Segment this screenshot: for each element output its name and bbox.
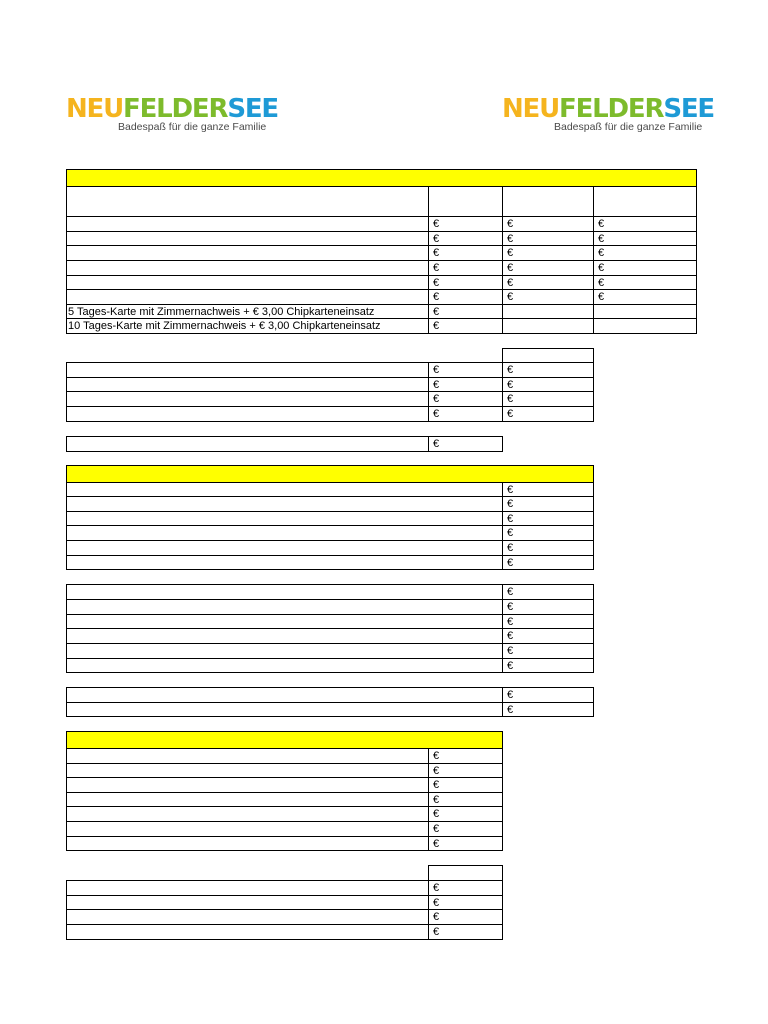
- table8-header-cell: [428, 865, 503, 881]
- euro-sign: €: [433, 277, 440, 289]
- logo-part-neu: NEU: [66, 94, 124, 124]
- euro-sign: €: [507, 542, 514, 554]
- logo-left: [66, 96, 278, 133]
- logo-part-neu: NEU: [502, 94, 560, 124]
- euro-sign: €: [433, 911, 440, 923]
- logo-part-felder: FELDER: [123, 94, 228, 124]
- euro-sign: €: [507, 393, 514, 405]
- euro-sign: €: [507, 218, 514, 230]
- euro-sign: €: [433, 823, 440, 835]
- euro-sign: €: [433, 262, 440, 274]
- euro-sign: €: [507, 513, 514, 525]
- euro-sign: €: [507, 645, 514, 657]
- euro-sign: €: [507, 247, 514, 259]
- euro-sign: €: [433, 379, 440, 391]
- euro-sign: €: [433, 291, 440, 303]
- euro-sign: €: [433, 882, 440, 894]
- euro-sign: €: [433, 247, 440, 259]
- euro-sign: €: [433, 808, 440, 820]
- euro-sign: €: [598, 277, 605, 289]
- euro-sign: €: [433, 926, 440, 938]
- logo-wordmark: [66, 96, 278, 122]
- euro-sign: €: [433, 765, 440, 777]
- logo-part-see: SEE: [227, 94, 278, 124]
- euro-sign: €: [433, 218, 440, 230]
- row-label-5-day-card: 5 Tages-Karte mit Zimmernachweis + € 3,00 Chipkarteneinsatz: [68, 306, 375, 318]
- euro-sign: €: [433, 320, 440, 332]
- euro-sign: €: [507, 379, 514, 391]
- table1-header-bar: [66, 169, 697, 187]
- euro-sign: €: [507, 262, 514, 274]
- logo-tagline: Badespaß für die ganze Familie: [554, 121, 703, 133]
- euro-sign: €: [507, 601, 514, 613]
- table2-body: [66, 362, 594, 422]
- euro-sign: €: [507, 233, 514, 245]
- euro-sign: €: [433, 408, 440, 420]
- euro-sign: €: [507, 557, 514, 569]
- euro-sign: €: [598, 218, 605, 230]
- logo-wordmark: [502, 96, 714, 122]
- euro-sign: €: [598, 262, 605, 274]
- euro-sign: €: [598, 291, 605, 303]
- euro-sign: €: [507, 364, 514, 376]
- euro-sign: €: [507, 484, 514, 496]
- euro-sign: €: [507, 586, 514, 598]
- euro-sign: €: [433, 897, 440, 909]
- euro-sign: €: [433, 794, 440, 806]
- euro-sign: €: [507, 291, 514, 303]
- euro-sign: €: [507, 660, 514, 672]
- table4-header-bar: [66, 465, 594, 483]
- euro-sign: €: [507, 630, 514, 642]
- euro-sign: €: [507, 277, 514, 289]
- table2-header-cell: [502, 348, 594, 363]
- euro-sign: €: [433, 438, 440, 450]
- euro-sign: €: [433, 364, 440, 376]
- euro-sign: €: [433, 838, 440, 850]
- row-label-10-day-card: 10 Tages-Karte mit Zimmernachweis + € 3,00 Chipkarteneinsatz: [68, 320, 381, 332]
- euro-sign: €: [598, 247, 605, 259]
- logo-right: [502, 96, 714, 133]
- euro-sign: €: [433, 779, 440, 791]
- logo-part-felder: FELDER: [559, 94, 664, 124]
- table1-subheader: [66, 186, 697, 217]
- table7-header-bar: [66, 731, 503, 749]
- euro-sign: €: [507, 616, 514, 628]
- euro-sign: €: [507, 498, 514, 510]
- euro-sign: €: [433, 750, 440, 762]
- euro-sign: €: [433, 233, 440, 245]
- logo-part-see: SEE: [663, 94, 714, 124]
- euro-sign: €: [433, 306, 440, 318]
- euro-sign: €: [507, 689, 514, 701]
- euro-sign: €: [507, 704, 514, 716]
- euro-sign: €: [507, 408, 514, 420]
- logo-tagline: Badespaß für die ganze Familie: [118, 121, 267, 133]
- euro-sign: €: [598, 233, 605, 245]
- euro-sign: €: [507, 527, 514, 539]
- euro-sign: €: [433, 393, 440, 405]
